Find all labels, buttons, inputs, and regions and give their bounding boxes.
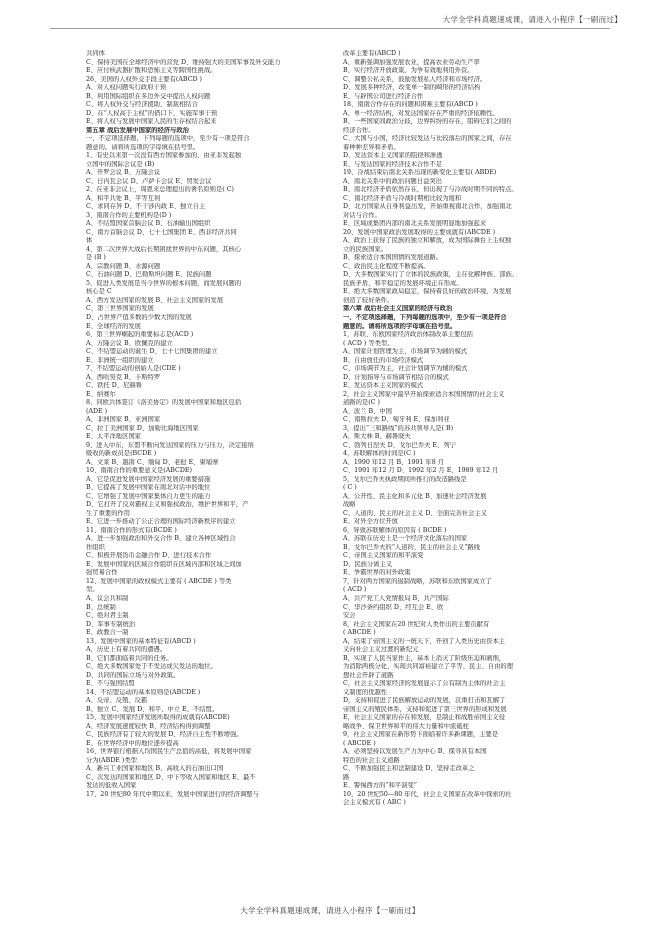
text-line: 9，社会主义国家在新形势下面临着许多新课题，主要是 (343, 731, 499, 739)
text-line: A、新兴工业国家和地区 B、高收入的石油出口国 (86, 765, 224, 773)
text-line: 特色的社会主义道路 (343, 756, 400, 764)
text-line: D，支持和促进了民族解放运动的发展，沉重打击和瓦解了 (343, 697, 506, 705)
section-heading-line: 第五章 战后发展中国家的经济与政治 (86, 126, 189, 134)
text-line: 生了重要的作用 (86, 509, 131, 517)
text-line: E、与发达国家的经济技术合作不足 (343, 160, 443, 168)
text-line: 8，社会主义国家在20 世纪对人类作出的主要贡献有 (343, 620, 490, 628)
text-line: C、1991 年12 月 D、1992 年2 月 E、1989 年12 月 (343, 467, 499, 475)
section-heading-line: 第六章 战后社会主义国家的经济与政治 (343, 305, 453, 313)
text-line: 民族矛盾，和平稳定的发展环境正在形成。 (343, 279, 463, 287)
text-line: A、非洲国家 B、亚洲国家 (86, 416, 161, 424)
text-line: A、不结盟国家首脑会议 B、石油输出国组织 (86, 220, 211, 228)
text-line: 15、发展中国家经济发展所取得的成就有(ABCDE) (86, 714, 230, 722)
text-line: B、总统制 (86, 603, 116, 611)
text-line: A、重新强调加强发展农业，提高农业劳动生产率 (343, 58, 480, 66)
text-line: 安会 (343, 612, 356, 620)
text-line: A、西方发达国家的发展 B、社会主义国家的发展 (86, 296, 224, 304)
text-line: B、一些国家间政治分歧，边界纠纷的存在，阻碍它们之间的 (343, 118, 512, 126)
text-line: C、民族经济有了较大的发展 D、经济自主性不断增强。 (86, 731, 243, 739)
text-line: 型。 (86, 586, 99, 594)
text-line: B、自由放任的市场经济模式 (343, 356, 424, 364)
text-line: ( ACD ) (343, 586, 367, 594)
text-line: A、它是促进发展中国家经济发展的重要措施 (86, 475, 211, 483)
text-line: C、将人权外交与经济援助、制裁相结合 (86, 101, 198, 109)
text-line: 1，苏联、东欧国家经济政治体制改革主要包括 (343, 331, 473, 339)
right-column (343, 50, 591, 896)
text-line: E、绝大多数国家政局稳定，保持着良好的政治环境，为发展 (343, 288, 512, 296)
text-line: A、议会共和制 (86, 595, 129, 602)
text-line: A、对人权问题实行政府干预 (86, 84, 167, 92)
text-line: D、北方国家从自身利益出发，开始重视南北合作，加强南北 (343, 203, 512, 211)
text-line: B、探索适合本国国情的发展道路。 (343, 254, 443, 262)
text-line: A、进一步加强政治和外交合作 B、建立各种区域性合 (86, 535, 236, 543)
text-line: E、区域或集团内部的南北关系发展明显地加强起来 (343, 220, 487, 228)
text-line: 对话与合作。 (343, 211, 381, 219)
text-line: D、它打开了反对霸权主义和强权政治，维护世界和平，产 (86, 501, 249, 509)
text-line: C、大国与小国，经济比较发达与比较落后的国家之间，存在 (343, 135, 512, 143)
text-line: 4、第二次世界大战后长期困扰世界的中东问题，其核心 (86, 245, 242, 253)
text-line: 分为(ABDE )类型 (86, 756, 137, 764)
text-line: 共同体 (86, 50, 105, 57)
text-line: C、人道的、民主的社会主义 D、全面完善社会主义 (343, 509, 488, 517)
text-line: B、实行经济开放政策，为争有效地利用外资。 (343, 67, 474, 75)
text-line: E、非洲统一组织的建立 (86, 356, 154, 364)
text-line: D、军事专制统治 (86, 620, 136, 628)
text-line: 经济合作。 (343, 126, 375, 134)
text-line: C、保持美国在全球经济中的营党 D、维持强大的美国军事及外交能力 (86, 58, 281, 66)
text-line: 一、不定项选择题，下列每题的选项中，至少有一项是符合 (86, 135, 250, 143)
text-line: 2、在亚非会议上，周恩来总理提出的著名原则是( C) (86, 186, 234, 194)
page-header: 大学全学科真题速成课，请进入小程序【一刷而过】 (442, 15, 622, 24)
text-line: 5，戈尔巴乔夫执政期间所推行的改造路线是 (343, 475, 467, 483)
text-line: ( ACD ) 等类型。 (343, 339, 394, 347)
text-line: 17、20 世纪80 年代中期以来，发展中国家进行的经济调整与 (86, 790, 259, 798)
text-line: A、必须坚持以发展生产力为中心 B、探寻具有本国 (343, 748, 487, 756)
text-line: A、经济发展速度较快 B、经济结构得到调整 (86, 722, 211, 730)
text-line: B、它们都面临着共同的任务。 (86, 654, 173, 662)
text-line: 10、南南合作的重要意义是(ABCDE) (86, 467, 192, 475)
text-line: 吸收的新成员是(BCDE ) (86, 450, 157, 458)
text-line: C、政治民主化程度不断提高。 (343, 262, 430, 270)
text-line: A、斯大林 B、赫鲁晓夫 (343, 433, 411, 441)
text-line: E，社会主义国家的存在和发展，是制止和战胜帝国主义侵 (343, 714, 506, 722)
text-line: 强贸易合作 (86, 569, 118, 577)
text-line: 11、南南合作的形式有(BCDE ) (86, 526, 177, 534)
text-line: 帝国主义的殖民体系，支持和促进了第三世界的形成和发展 (343, 705, 507, 713)
text-line: C、次发达的国家和地区 D、中下等收入国家和地区 E、最不 (86, 773, 256, 781)
text-line: 体 (86, 237, 93, 245)
text-line: D、计划指导与市场调节相结合的模式 (343, 373, 449, 381)
text-line: 想社会开辟了道路 (343, 671, 394, 679)
text-line: D、共同的国际立场与对外政策。 (86, 671, 180, 679)
text-line: E、发展中国家的区域合作组织在区域内部和区域之间加 (86, 560, 242, 568)
text-line: C、华沙条约组织 D、经互会 E、欧 (343, 603, 444, 611)
text-line: C、求同存异 D、不干涉内政 E、独立自主 (86, 203, 206, 211)
text-line: 发达的低收入国家 (86, 782, 137, 790)
text-line: 立国中的国际会议是 (B) (86, 160, 155, 168)
text-line: 5、促进人类发展是当今世界的根本问题，而发展问题的 (86, 279, 242, 287)
text-line: (ADE ) (86, 407, 108, 415)
text-line: ( C ) (343, 484, 357, 492)
text-line: 26、美国的人权外交手段主要有(ABCD ) (86, 75, 202, 83)
text-line: B，实现了人民当家作主，基本上消灭了阶级压迫和剥削， (343, 654, 506, 662)
text-line: E、纳赛尔 (86, 390, 116, 398)
text-line: C、南北经济矛盾与冷战时期相比较为缓和 (343, 194, 462, 202)
text-line: C、勃列日涅夫 D、戈尔巴乔夫 E、列宁 (343, 441, 456, 449)
text-line: B、戈尔巴乔夫的“人道的、民主的社会主义”路线 (343, 543, 481, 551)
text-line: C、拉丁美洲国家 D、加勒比海地区国家 (86, 424, 199, 432)
text-line: A、南北关系中的政治问题日益突出 (343, 177, 443, 185)
text-line: C、不断加强民主和法制建设 D、坚持走改革之 (343, 765, 475, 773)
text-line: C、它增强了发展中国家集体自力更生的能力 (86, 492, 211, 500)
text-line: 6，导致苏联解体的原因有 ( BCDE ) (343, 526, 447, 534)
text-line: E、争霸世界的对外政策 (343, 569, 411, 577)
text-line: 路 (343, 773, 350, 781)
text-line: 略战争、保卫世界和平的伟大力量和中流砥柱 (343, 722, 469, 730)
text-line: C、市场调节为主，社会计划调节为辅的模式 (343, 365, 468, 373)
text-line: C、不结盟运动的诞生 D、七十七国集团的建立 (86, 348, 218, 356)
text-line: D、占世界产值多数的少数大国的发展 (86, 313, 192, 321)
text-line: A、万隆会议 B、欧佩克的建立 (86, 339, 173, 347)
text-line: 会主义模式有 ( ABC ) (343, 799, 406, 807)
text-line: C、铁托 D、尼赫鲁 (86, 382, 142, 390)
text-line: B、它提高了发展中国家在南北对话中的地位 (86, 484, 211, 492)
text-line: 着种种差异和矛盾。 (343, 143, 400, 151)
text-line: E、全球经济的发展 (86, 322, 141, 330)
page-footer: 大学全学科真题速成课，请进入小程序【一刷而过】 (240, 906, 420, 915)
text-line: B、南北经济矛盾依然存在，但出现了与冷战时期不同的特点。 (343, 186, 518, 194)
text-line: 20、发展中国家政治发展取得的主要成就有(ABCDE ) (343, 228, 496, 236)
text-line: E、警惕西方的“和平演变” (343, 782, 418, 790)
text-line: 作组织 (86, 543, 105, 551)
text-line: A、宗教问题 B、水源问题 (86, 262, 161, 270)
text-line: D、在“人权高于主权”的借口下，实施军事干预 (86, 109, 218, 117)
text-line: 7、不结盟运动的创始人是(CDE ) (86, 365, 181, 373)
text-line: 立的民族国家。 (343, 245, 388, 253)
text-line: C、绝大多数国家处于不发达或欠发达的地位。 (86, 663, 217, 671)
text-line: ( ABCDE ) (343, 629, 376, 637)
text-line: 改革主要有(ABCD ) (343, 50, 401, 57)
text-line: 4，苏联解体的时间是(C ) (343, 450, 416, 458)
text-line: E、在世界经济中的地位逐步提高 (86, 739, 179, 747)
text-line: D、发达资本主义国家的阻挠和渗透 (343, 152, 443, 160)
text-line: B、独立 C、发展 D、和平、中立 E、不结盟。 (86, 705, 219, 713)
section-heading-line: 一、不定项选择题，下列每题的选项中，至少有一项是符合 (343, 313, 507, 321)
text-line: 2，社会主义国家中最早开始探索适合本国国情的社会主义 (343, 390, 505, 398)
text-line: A、国家计划管理为主，市场调节为辅的模式 (343, 348, 468, 356)
text-line: 题意的。请将所选项的字母填在括号里。 (86, 143, 200, 151)
text-line: 12、发展中国家的政权模式主要有 ( ABCDE ) 等类 (86, 577, 232, 585)
text-line: E、政教合一制 (86, 629, 129, 637)
text-line: A、波兰 B、中国 (343, 407, 392, 415)
text-line: C、调整公私关系，鼓励发展私人经济和市场经济。 (343, 75, 487, 83)
text-line: E、应付核武器扩散和恐怖主义等跨国性挑战。 (86, 67, 217, 75)
text-line: 义制度的优越性 (343, 688, 388, 696)
text-line: D、民族分离主义 (343, 560, 393, 568)
text-line: 19、冷战结束后南北关系出现的新变化主要有( ABDE) (343, 169, 497, 177)
text-line: D、大多数国家实行了立体的民族政策，主在化解种族、部族、 (343, 271, 519, 279)
text-line: A，结束了帝国主义的一统天下，开创了人类历史由资本主 (343, 637, 505, 645)
text-line: 战略 (343, 501, 356, 509)
text-line: 为消除两极分化、实现共同富裕建立了平等、民主、自由的理 (343, 663, 514, 671)
text-line: 3，提出“三和路线”的苏共领导人是( B) (343, 424, 454, 432)
text-line: 创造了较好条件。 (343, 296, 394, 304)
text-line: 18、南南合作存在的问题和困难主要有(ABCD ) (343, 101, 478, 109)
text-line: 义向社会主义过渡的新纪元 (343, 646, 419, 654)
left-column (86, 50, 334, 896)
text-line: 6、第三世界崛起的重要标志是(ACD ) (86, 331, 194, 339)
text-line: 1、有史以来第一次没有西方国家参加的、由亚非发起独 (86, 152, 242, 160)
text-line: A、开罗会议 B、万隆会议 (86, 169, 161, 177)
text-line: B、利用国际组织在多边外交中提出人权问题 (86, 92, 211, 100)
text-line: 核心是 C (86, 288, 112, 296)
header-divider (50, 28, 610, 29)
text-line: E、将人权与发展中国家人民的生存权结合起来 (86, 118, 217, 126)
text-line: C、帝国主义国家的和平演变 (343, 552, 424, 560)
text-line: E、发达资本主义国家的模式 (343, 382, 424, 390)
text-line: D、发展多种经济，改变单一制的畸形的经济结构 (343, 84, 481, 92)
text-line: C、绝对君主制 (86, 612, 129, 620)
text-line: ( ABCDE ) (343, 739, 376, 747)
text-line: C、第三世界国家的发展 (86, 305, 154, 313)
text-line: A、1990 年12 月 B、1991 年8 月 (343, 458, 445, 466)
text-line: 10，20 世纪50—80 年代，社会主义国家在改革中探索的社 (343, 790, 512, 798)
text-line: 14、不结盟运动的基本原则是(ABCDE ) (86, 688, 201, 696)
text-line: A、苏联在历史上是一个经济文化落后的国家 (343, 535, 468, 543)
text-line: C、南方首脑会议 D、七十七国集团 E、西非经济共同 (86, 228, 237, 236)
text-line: A、反帝、反殖、反霸 (86, 697, 148, 705)
text-line: A、历史上有着共同的遭遇。 (86, 646, 167, 654)
text-line: 8、同欧共体签订《洛美协定》的发展中国家和地区包括 (86, 399, 242, 407)
text-line: E、对外全方位开放 (343, 518, 398, 526)
section-heading-line: 题意的。请将所选项的字母填在括号里。 (343, 322, 457, 330)
text-line: E、不与强国结盟 (86, 680, 135, 688)
text-line: A、和平共处 B、平等互利 (86, 194, 161, 202)
text-line: 9、进入中东，东盟不断向发达国家的压力与压力，决定接纳 (86, 441, 254, 449)
text-line: E、太平洋地区国家 (86, 433, 141, 441)
text-line: C、积极开展货币金融合作 D、进行技术合作 (86, 552, 212, 560)
text-line: 16、世界银行根据人均国民生产总值的高低，将发展中国家 (86, 748, 252, 756)
text-line: A、共产党工人党情报局 B、共产国际 (343, 595, 449, 602)
text-line: A、公开性、民主化和多元化 B、加速社会经济发展 (343, 492, 487, 500)
text-line: A、西哈努克 B、卡斯特罗 (86, 373, 161, 381)
text-line: A、政治上获得了民族的独立和解放，成为国际舞台上主权独 (343, 237, 512, 245)
text-line: 是 (B ) (86, 254, 106, 262)
text-line: A、文莱 B、越南 C、缅甸 D、老挝 E、柬埔寨 (86, 458, 219, 466)
text-line: 7，针对两方国家的遏制战略，苏联和东欧国家成立了 (343, 577, 492, 585)
text-line: C、日内瓦会议 D、卢萨卡会议 E、贸发会议 (86, 177, 212, 185)
text-line: E、它进一步推动了公正合理的国际经济新秩序的建立 (86, 518, 236, 526)
text-line: C、南斯拉夫 D、匈牙利 E、保加利亚 (343, 416, 450, 424)
text-line: 13、发展中国家的基本特征有(ABCD ) (86, 637, 196, 645)
text-line: A、单一经济结构，对发达国家存在严重的经济依赖性。 (343, 109, 499, 117)
text-line: C、石油问题 D、巴勒斯坦问题 E、民族问题 (86, 271, 212, 279)
text-line: 3、南南合作的主要机构是(D ) (86, 211, 172, 219)
text-line: E、与辟国公司进行经济合作 (343, 92, 424, 100)
text-line: 道路的是(C ) (343, 399, 380, 407)
text-line: C，社会主义国家经济的发展显示了公有制为主体的社会主 (343, 680, 506, 688)
